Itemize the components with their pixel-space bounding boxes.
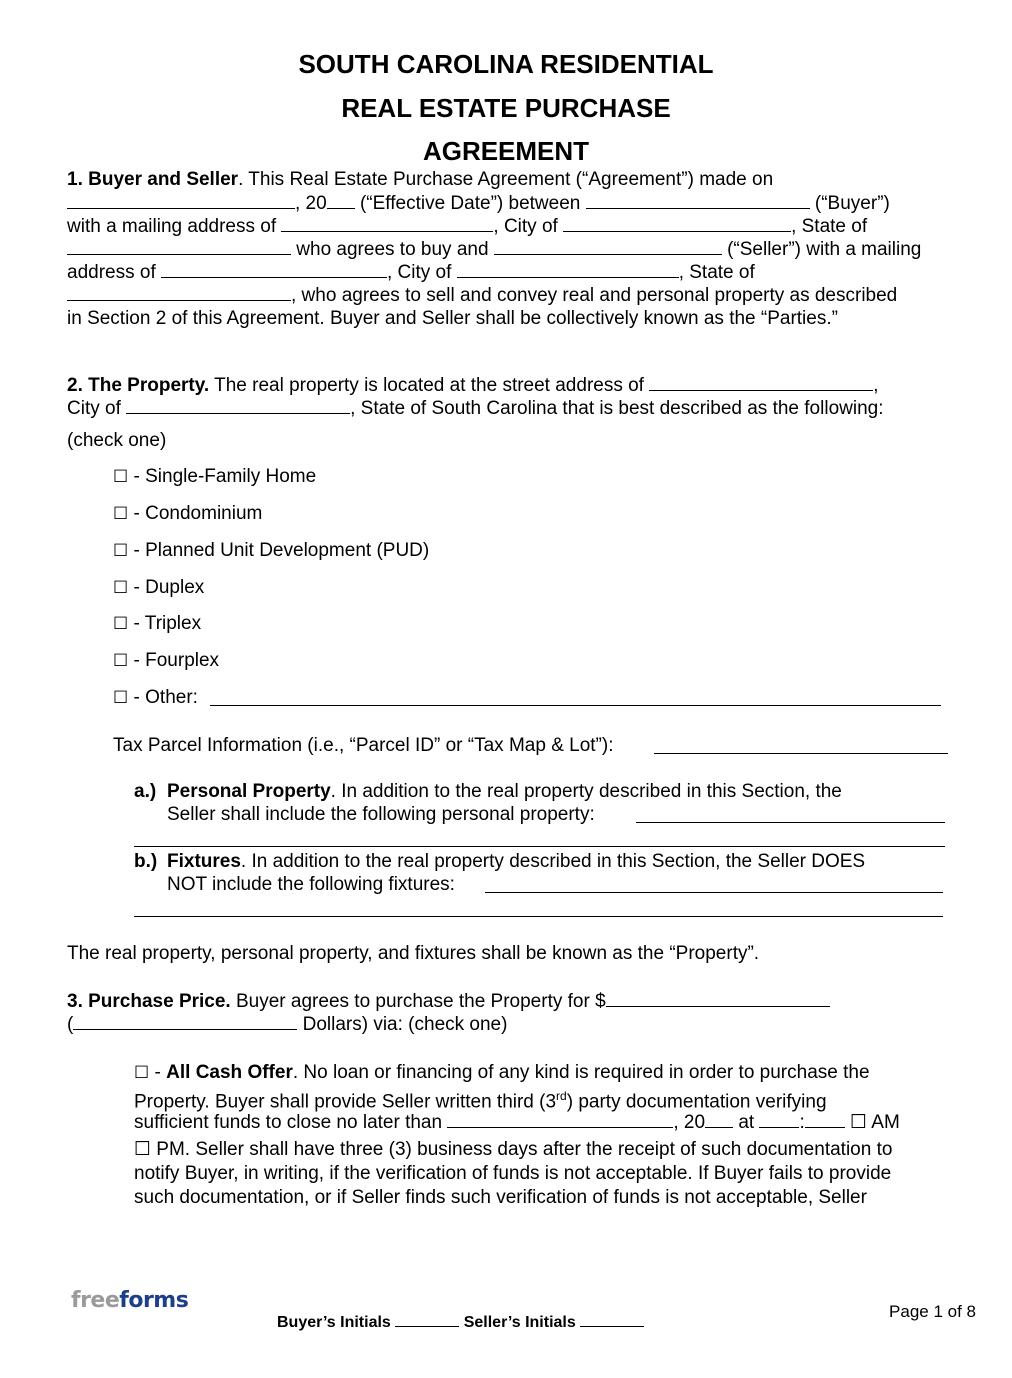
cash-offer-line3: sufficient funds to close no later than , 20 at : ☐ AM [134, 1112, 900, 1133]
checkbox-condominium[interactable]: ☐ [113, 504, 129, 524]
section3-line2: ( Dollars) via: (check one) [67, 1014, 508, 1035]
seller-address-field[interactable] [161, 260, 387, 278]
checkbox-duplex[interactable]: ☐ [113, 578, 129, 598]
section1-line4: who agrees to buy and (“Seller”) with a mailing [67, 237, 921, 261]
agreement-year-field[interactable] [327, 191, 355, 209]
purchase-price-words-field[interactable] [73, 1012, 297, 1030]
document-title-line1: SOUTH CAROLINA RESIDENTIAL [298, 49, 714, 79]
funds-deadline-hour-field[interactable] [759, 1110, 799, 1128]
cash-offer-line1: ☐ - All Cash Offer. No loan or financing of any kind is required in order to purchase the [134, 1062, 870, 1083]
option-pud: ☐ - Planned Unit Development (PUD) [113, 540, 430, 561]
section3-line1: 3. Purchase Price. Buyer agrees to purchase the Property for $ [67, 989, 830, 1013]
section1-heading: 1. Buyer and Seller [67, 169, 239, 190]
other-property-type-field[interactable] [210, 705, 941, 706]
personal-property-line2: Seller shall include the following personal property: [167, 804, 601, 825]
checkbox-all-cash[interactable]: ☐ [134, 1063, 150, 1083]
checkbox-single-family[interactable]: ☐ [113, 467, 129, 487]
fixtures-field-2[interactable] [134, 916, 943, 917]
purchase-price-field[interactable] [606, 989, 830, 1007]
buyer-name-field[interactable] [586, 191, 810, 209]
document-title-line2: REAL ESTATE PURCHASE [341, 93, 671, 123]
property-street-field[interactable] [649, 373, 873, 391]
check-one-label: (check one) [67, 430, 167, 451]
seller-city-field[interactable] [457, 260, 679, 278]
am-option[interactable]: ☐ AM [844, 1112, 900, 1133]
checkbox-fourplex[interactable]: ☐ [113, 651, 129, 671]
buyer-city-field[interactable] [563, 214, 791, 232]
personal-property-line1: Personal Property. In addition to the real property described in this Section, the [167, 781, 842, 802]
option-condominium: ☐ - Condominium [113, 503, 263, 524]
agreement-date-field[interactable] [67, 191, 295, 209]
initials-footer: Buyer’s Initials Seller’s Initials [277, 1313, 644, 1332]
section2-heading: 2. The Property. [67, 375, 210, 396]
section1-line3: with a mailing address of , City of , State of [67, 216, 868, 237]
option-fourplex: ☐ - Fourplex [113, 650, 220, 671]
section1-line1: 1. Buyer and Seller. This Real Estate Purchase Agreement (“Agreement”) made on [67, 169, 774, 190]
property-city-field[interactable] [126, 396, 350, 414]
section2-line2: City of , State of South Carolina that is best described as the following: [67, 398, 884, 419]
checkbox-other[interactable]: ☐ [113, 688, 129, 708]
cash-offer-line5: notify Buyer, in writing, if the verification of funds is not acceptable. If Buyer fails to provide [134, 1163, 892, 1184]
seller-state-field[interactable] [67, 283, 291, 301]
buyer-address-field[interactable] [281, 214, 493, 232]
cash-offer-line6: such documentation, or if Seller finds such verification of funds is not acceptable, Seller [134, 1187, 867, 1208]
section1-line7: in Section 2 of this Agreement. Buyer and Seller shall be collectively known as the “Parties.” [67, 308, 838, 329]
personal-property-label: a.) [134, 781, 157, 802]
fixtures-field[interactable] [485, 892, 943, 893]
section1-line2: , 20 (“Effective Date”) between (“Buyer”) [67, 191, 890, 215]
cash-offer-line4: ☐ PM. Seller shall have three (3) business days after the receipt of such documentation to [134, 1139, 893, 1160]
checkbox-pud[interactable]: ☐ [113, 541, 129, 561]
option-triplex: ☐ - Triplex [113, 613, 202, 634]
page-number: Page 1 of 8 [889, 1302, 976, 1321]
personal-property-field-2[interactable] [134, 846, 945, 847]
freeforms-logo: freeforms [71, 1288, 189, 1313]
buyer-initials-field[interactable] [395, 1313, 459, 1327]
property-definition: The real property, personal property, and fixtures shall be known as the “Property”. [67, 943, 760, 964]
section1-line6: , who agrees to sell and convey real and personal property as described [67, 283, 897, 307]
funds-deadline-date-field[interactable] [447, 1110, 673, 1128]
section2-line1: 2. The Property. The real property is located at the street address of , [67, 375, 879, 396]
section1-line5: address of , City of , State of [67, 262, 755, 283]
seller-initials-field[interactable] [580, 1313, 644, 1327]
option-duplex: ☐ - Duplex [113, 577, 205, 598]
funds-deadline-minute-field[interactable] [805, 1110, 845, 1128]
checkbox-triplex[interactable]: ☐ [113, 614, 129, 634]
document-title-line3: AGREEMENT [422, 136, 590, 166]
section3-heading: 3. Purchase Price. [67, 991, 231, 1012]
cash-offer-line2: Property. Buyer shall provide Seller written third (3rd) party documentation verifying [134, 1089, 827, 1113]
fixtures-label: b.) [134, 851, 158, 872]
seller-name-field[interactable] [494, 237, 722, 255]
cash-offer-heading: All Cash Offer [166, 1062, 293, 1083]
fixtures-heading: Fixtures [167, 851, 241, 872]
fixtures-line1: Fixtures. In addition to the real property described in this Section, the Seller DOES [167, 851, 866, 872]
option-single-family: ☐ - Single-Family Home [113, 466, 317, 487]
tax-parcel-field[interactable] [654, 753, 948, 754]
personal-property-field[interactable] [636, 822, 945, 823]
personal-property-heading: Personal Property [167, 781, 331, 802]
tax-parcel-label: Tax Parcel Information (i.e., “Parcel ID” or “Tax Map & Lot”): [113, 735, 619, 756]
funds-deadline-year-field[interactable] [705, 1110, 733, 1128]
option-other: ☐ - Other: [113, 687, 204, 708]
fixtures-line2: NOT include the following fixtures: [167, 874, 461, 895]
buyer-state-field[interactable] [67, 237, 291, 255]
